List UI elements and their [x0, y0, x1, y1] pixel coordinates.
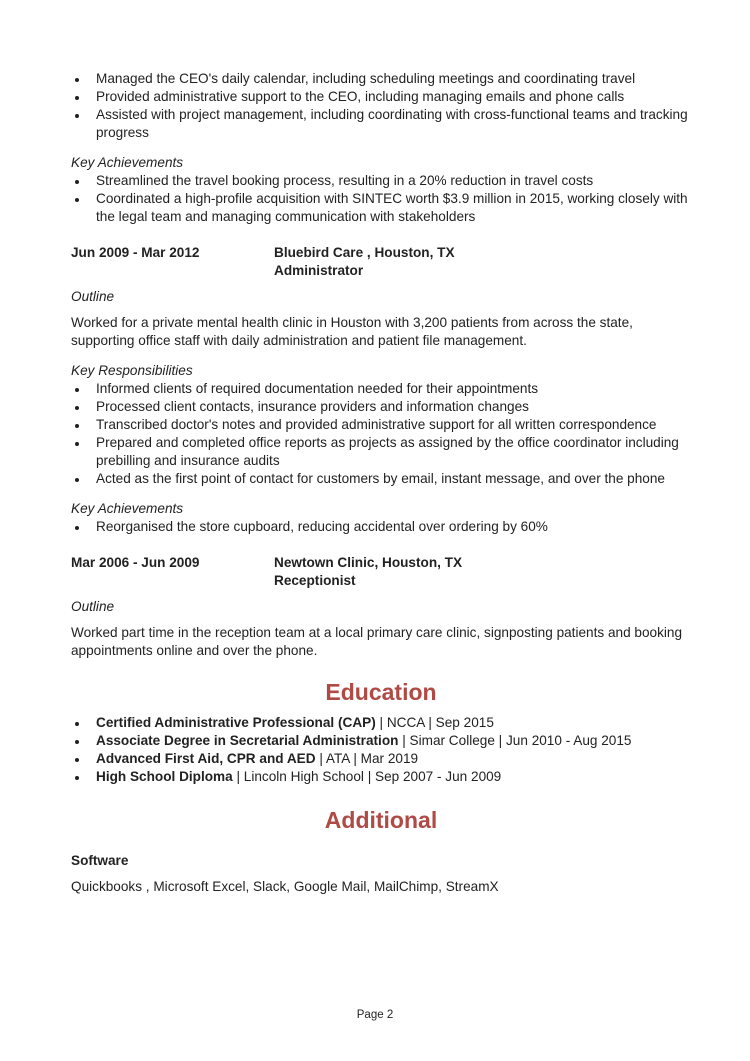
- list-item: Managed the CEO's daily calendar, including scheduling meetings and coordinating travel: [71, 70, 691, 88]
- job-employer-block: [274, 244, 455, 280]
- education-item: [71, 714, 691, 732]
- list-item: Processed client contacts, insurance providers and information changes: [71, 398, 691, 416]
- education-item: [71, 768, 691, 786]
- job-dates: Jun 2009 - Mar 2012: [71, 245, 200, 260]
- ceo-responsibilities-list: [71, 70, 691, 142]
- list-item: Informed clients of required documentation needed for their appointments: [71, 380, 691, 398]
- education-item: [71, 750, 691, 768]
- job-outline: Worked for a private mental health clinic in Houston with 3,200 patients from across the state, supporting office staff with daily administration and patient file management.: [71, 315, 633, 348]
- list-item: Prepared and completed office reports as projects as assigned by the office coordinator including prebilling and insurance audits: [71, 434, 691, 470]
- list-item: Acted as the first point of contact for customers by email, instant message, and over the phone: [71, 470, 691, 488]
- education-list: [71, 714, 691, 786]
- list-item: Assisted with project management, including coordinating with cross-functional teams and tracking progress: [71, 106, 691, 142]
- job-title: Receptionist: [274, 573, 356, 588]
- education-name: High School Diploma: [96, 769, 233, 784]
- page-number: Page 2: [356, 1009, 394, 1021]
- education-details: | Simar College | Jun 2010 - Aug 2015: [398, 733, 632, 748]
- education-details: | NCCA | Sep 2015: [375, 715, 494, 730]
- list-item: Coordinated a high-profile acquisition with SINTEC worth $3.9 million in 2015, working closely with the legal team and managing communication with stakeholders: [71, 190, 691, 226]
- responsibilities-label: Key Responsibilities: [71, 363, 193, 378]
- bluebird-achievements-list: [71, 518, 691, 536]
- list-item: Provided administrative support to the CEO, including managing emails and phone calls: [71, 88, 691, 106]
- list-item: Streamlined the travel booking process, resulting in a 20% reduction in travel costs: [71, 172, 691, 190]
- additional-heading: Additional: [324, 807, 438, 833]
- outline-label: Outline: [71, 289, 115, 304]
- job-outline: Worked part time in the reception team at a local primary care clinic, signposting patients and booking appointments online and over the phone.: [71, 625, 683, 658]
- ceo-achievements-label: Key Achievements: [71, 155, 184, 170]
- bluebird-responsibilities-list: [71, 380, 691, 488]
- outline-label: Outline: [71, 599, 115, 614]
- resume-page-content: [71, 70, 691, 896]
- software-list: Quickbooks , Microsoft Excel, Slack, Google Mail, MailChimp, StreamX: [71, 879, 499, 894]
- job-header-bluebird: [71, 244, 691, 280]
- achievements-label: Key Achievements: [71, 501, 184, 516]
- education-item: [71, 732, 691, 750]
- software-label: Software: [71, 853, 129, 868]
- job-header-newtown: [71, 554, 691, 590]
- job-employer: Newtown Clinic, Houston, TX: [274, 555, 463, 570]
- education-name: Associate Degree in Secretarial Administration: [96, 733, 399, 748]
- education-name: Certified Administrative Professional (CAP): [96, 715, 376, 730]
- list-item: Reorganised the store cupboard, reducing accidental over ordering by 60%: [71, 518, 691, 536]
- list-item: Transcribed doctor's notes and provided administrative support for all written correspondence: [71, 416, 691, 434]
- education-details: | Lincoln High School | Sep 2007 - Jun 2009: [232, 769, 502, 784]
- job-title: Administrator: [274, 263, 364, 278]
- job-employer: Bluebird Care , Houston, TX: [274, 245, 455, 260]
- education-heading: Education: [325, 679, 437, 705]
- education-details: | ATA | Mar 2019: [315, 751, 419, 766]
- job-dates: Mar 2006 - Jun 2009: [71, 555, 200, 570]
- ceo-achievements-list: [71, 172, 691, 226]
- education-name: Advanced First Aid, CPR and AED: [96, 751, 316, 766]
- job-employer-block: [274, 554, 462, 590]
